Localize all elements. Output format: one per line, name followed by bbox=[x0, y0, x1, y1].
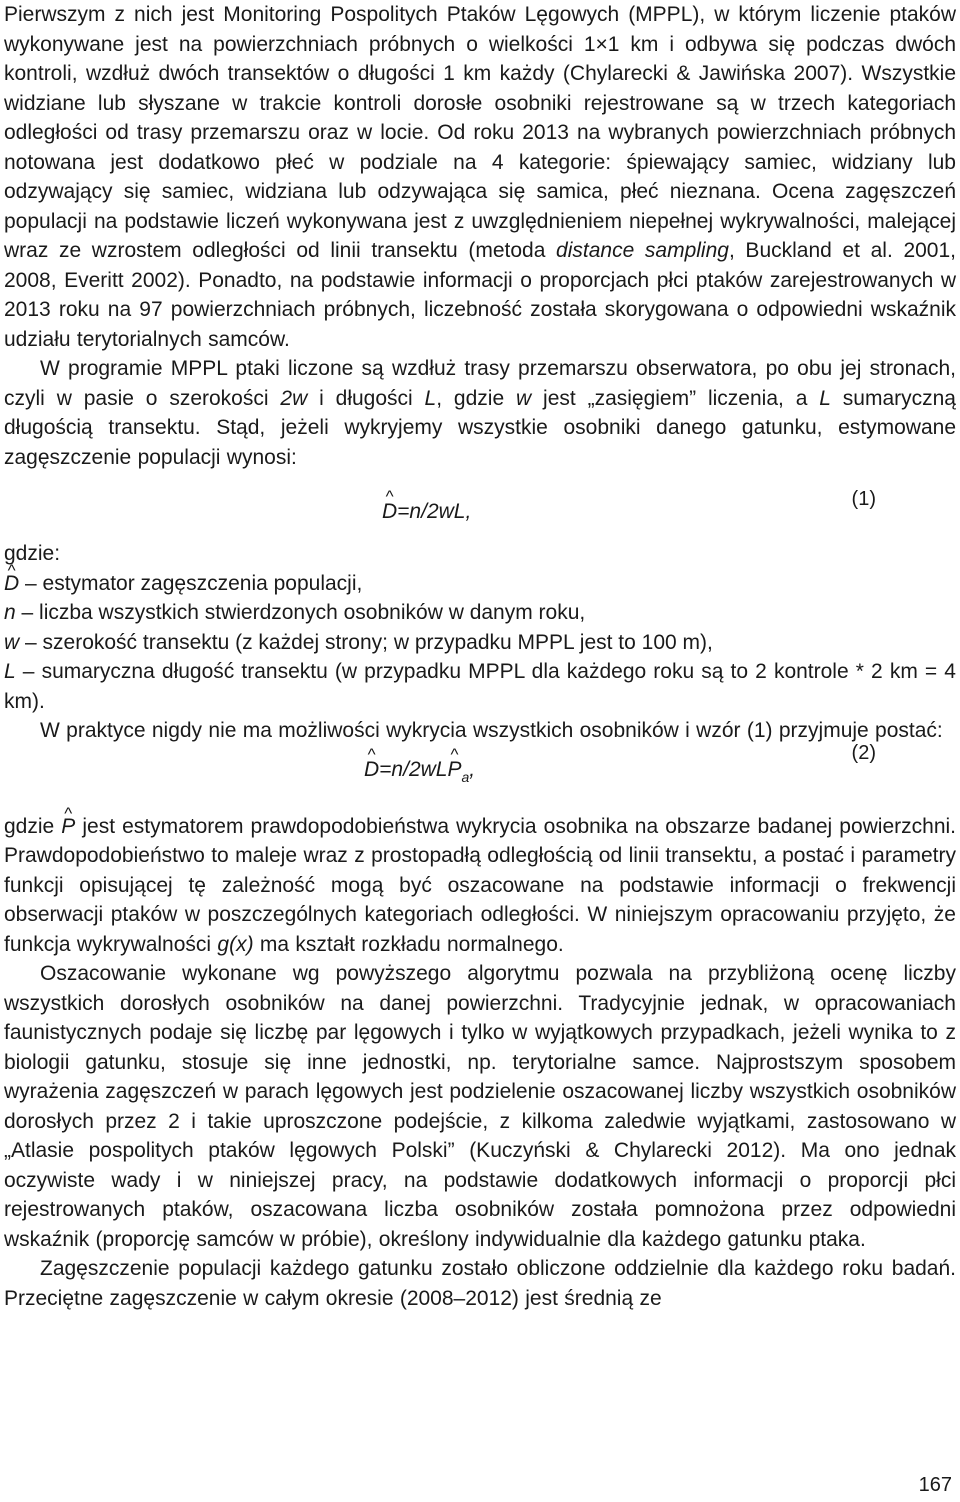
d-hat-symbol: ^ D bbox=[382, 500, 397, 524]
equation-2-number: (2) bbox=[851, 741, 876, 764]
equation-1-number: (1) bbox=[851, 488, 876, 510]
d-hat-symbol: ^ D bbox=[364, 758, 379, 782]
term-distance-sampling: distance sampling bbox=[556, 239, 729, 262]
definition-l: L – sumaryczna długość transektu (w przypadku MPPL dla każdego roku są to 2 kontrole * 2 km = 4 km). bbox=[4, 660, 956, 713]
definition-n: n – liczba wszystkich stwierdzonych osobników w danym roku, bbox=[4, 601, 586, 624]
equation-1 bbox=[4, 488, 956, 534]
paragraph-detection-probability: gdzie ^ P jest estymatorem prawdopodobieństwa wykrycia osobnika na obszarze badanej powierzchni. Prawdopodobieństwo to maleje wraz z prostopadłą odległością od linii transektu, a postać i parametry funkcji opisującej tę zależność mogą być oszacowane na podstawie informacji o frekwencji obserwacji ptaków w poszczególnych kategoriach odległości. W niniejszym opracowaniu przyjęto, że funkcja wykrywalności g(x) ma kształt rozkładu normalnego. bbox=[4, 812, 956, 960]
p-hat-symbol: ^ P bbox=[447, 758, 461, 782]
definition-d-hat: ^ D – estymator zagęszczenia populacji, bbox=[4, 569, 956, 599]
page-number: 167 bbox=[918, 1474, 952, 1496]
equation-2 bbox=[4, 741, 956, 794]
definitions-intro: gdzie: bbox=[4, 542, 61, 565]
definitions-list bbox=[4, 539, 956, 716]
equation-2-expression: ^ D=n/2wL^ $P_a$, bbox=[364, 758, 475, 785]
definition-w: w – szerokość transektu (z każdej strony; w przypadku MPPL jest to 100 m), bbox=[4, 630, 713, 654]
page-content bbox=[4, 0, 956, 1313]
paragraph-transect-method: W programie MPPL ptaki liczone są wzdłuż trasy przemarszu obserwatora, po obu jej stronach, czyli w pasie o szerokości 2w i długości L, gdzie w jest „zasięgiem” liczenia, a L sumaryczną długością transektu. Stąd, jeżeli wykryjemy wszystkie osobniki danego gatunku, estymowane zagęszczenie populacji wynosi: bbox=[4, 357, 956, 469]
paragraph-estimation: Oszacowanie wykonane wg powyższego algorytmu pozwala na przybliżoną ocenę liczby wszystkich dorosłych osobników na danej powierzchni. Tradycyjnie jednak, w opracowaniach faunistycznych podaje się liczbę par lęgowych i tylko w wyjątkowych przypadkach, jeżeli wynika to z biologii gatunku, stosuje się inne jednostki, np. terytorialne samce. Najprostszym sposobem wyrażenia zagęszczeń w parach lęgowych jest podzielenie oszacowanej liczby wszystkich osobników dorosłych przez 2 i takie uproszczone podejście, z kilkoma zaledwie wyjątkami, zastosowano w „Atlasie pospolitych ptaków lęgowych Polski” (Kuczyński & Chylarecki 2012). Ma ono jednak oczywiste wady i w niniejszej pracy, na podstawie dodatkowych informacji o proporcji płci rejestrowanych ptaków, oszacowana liczba osobników została pomnożona przez odpowiedni wskaźnik (proporcję samców w próbie), określony indywidualnie dla każdego gatunku ptaka. bbox=[4, 962, 956, 1251]
equation-1-expression: ^ D=n/2wL, bbox=[382, 500, 471, 524]
p-hat-symbol: ^ P bbox=[61, 812, 75, 842]
paragraph-mppl-intro: Pierwszym z nich jest Monitoring Pospolitych Ptaków Lęgowych (MPPL), w którym liczenie ptaków wykonywane jest na powierzchniach próbnych o wielkości 1×1 km i odbywa się podczas dwóch kontroli, wzdłuż dwóch transektów o długości 1 km każdy (Chylarecki & Jawińska 2007). Wszystkie widziane lub słyszane w trakcie kontroli dorosłe osobniki rejestrowane są w trzech kategoriach odległości od trasy przemarszu oraz w locie. Od roku 2013 na wybranych powierzchniach próbnych notowana jest dodatkowo płeć w podziale na 4 kategorie: śpiewający samiec, widziany lub odzywający się samiec, widziana lub odzywająca się samica, płeć nieznana. Ocena zagęszczeń populacji na podstawie liczeń wykonywana jest z uwzględnieniem niepełnej wykrywalności, malejącej wraz ze wzrostem odległości od linii transektu (metoda distance sampling, Buckland et al. 2001, 2008, Everitt 2002). Ponadto, na podstawie informacji o proporcjach płci ptaków zarejestrowanych w 2013 roku na 97 powierzchniach próbnych, liczebność została skorygowana o odpowiedni wskaźnik udziału terytorialnych samców. bbox=[4, 3, 957, 351]
paragraph-practice: W praktyce nigdy nie ma możliwości wykrycia wszystkich osobników i wzór (1) przyjmuje postać: bbox=[40, 719, 943, 742]
paragraph-density: Zagęszczenie populacji każdego gatunku zostało obliczone oddzielnie dla każdego roku badań. Przeciętne zagęszczenie w całym okresie (2008–2012) jest średnią ze bbox=[4, 1257, 956, 1310]
